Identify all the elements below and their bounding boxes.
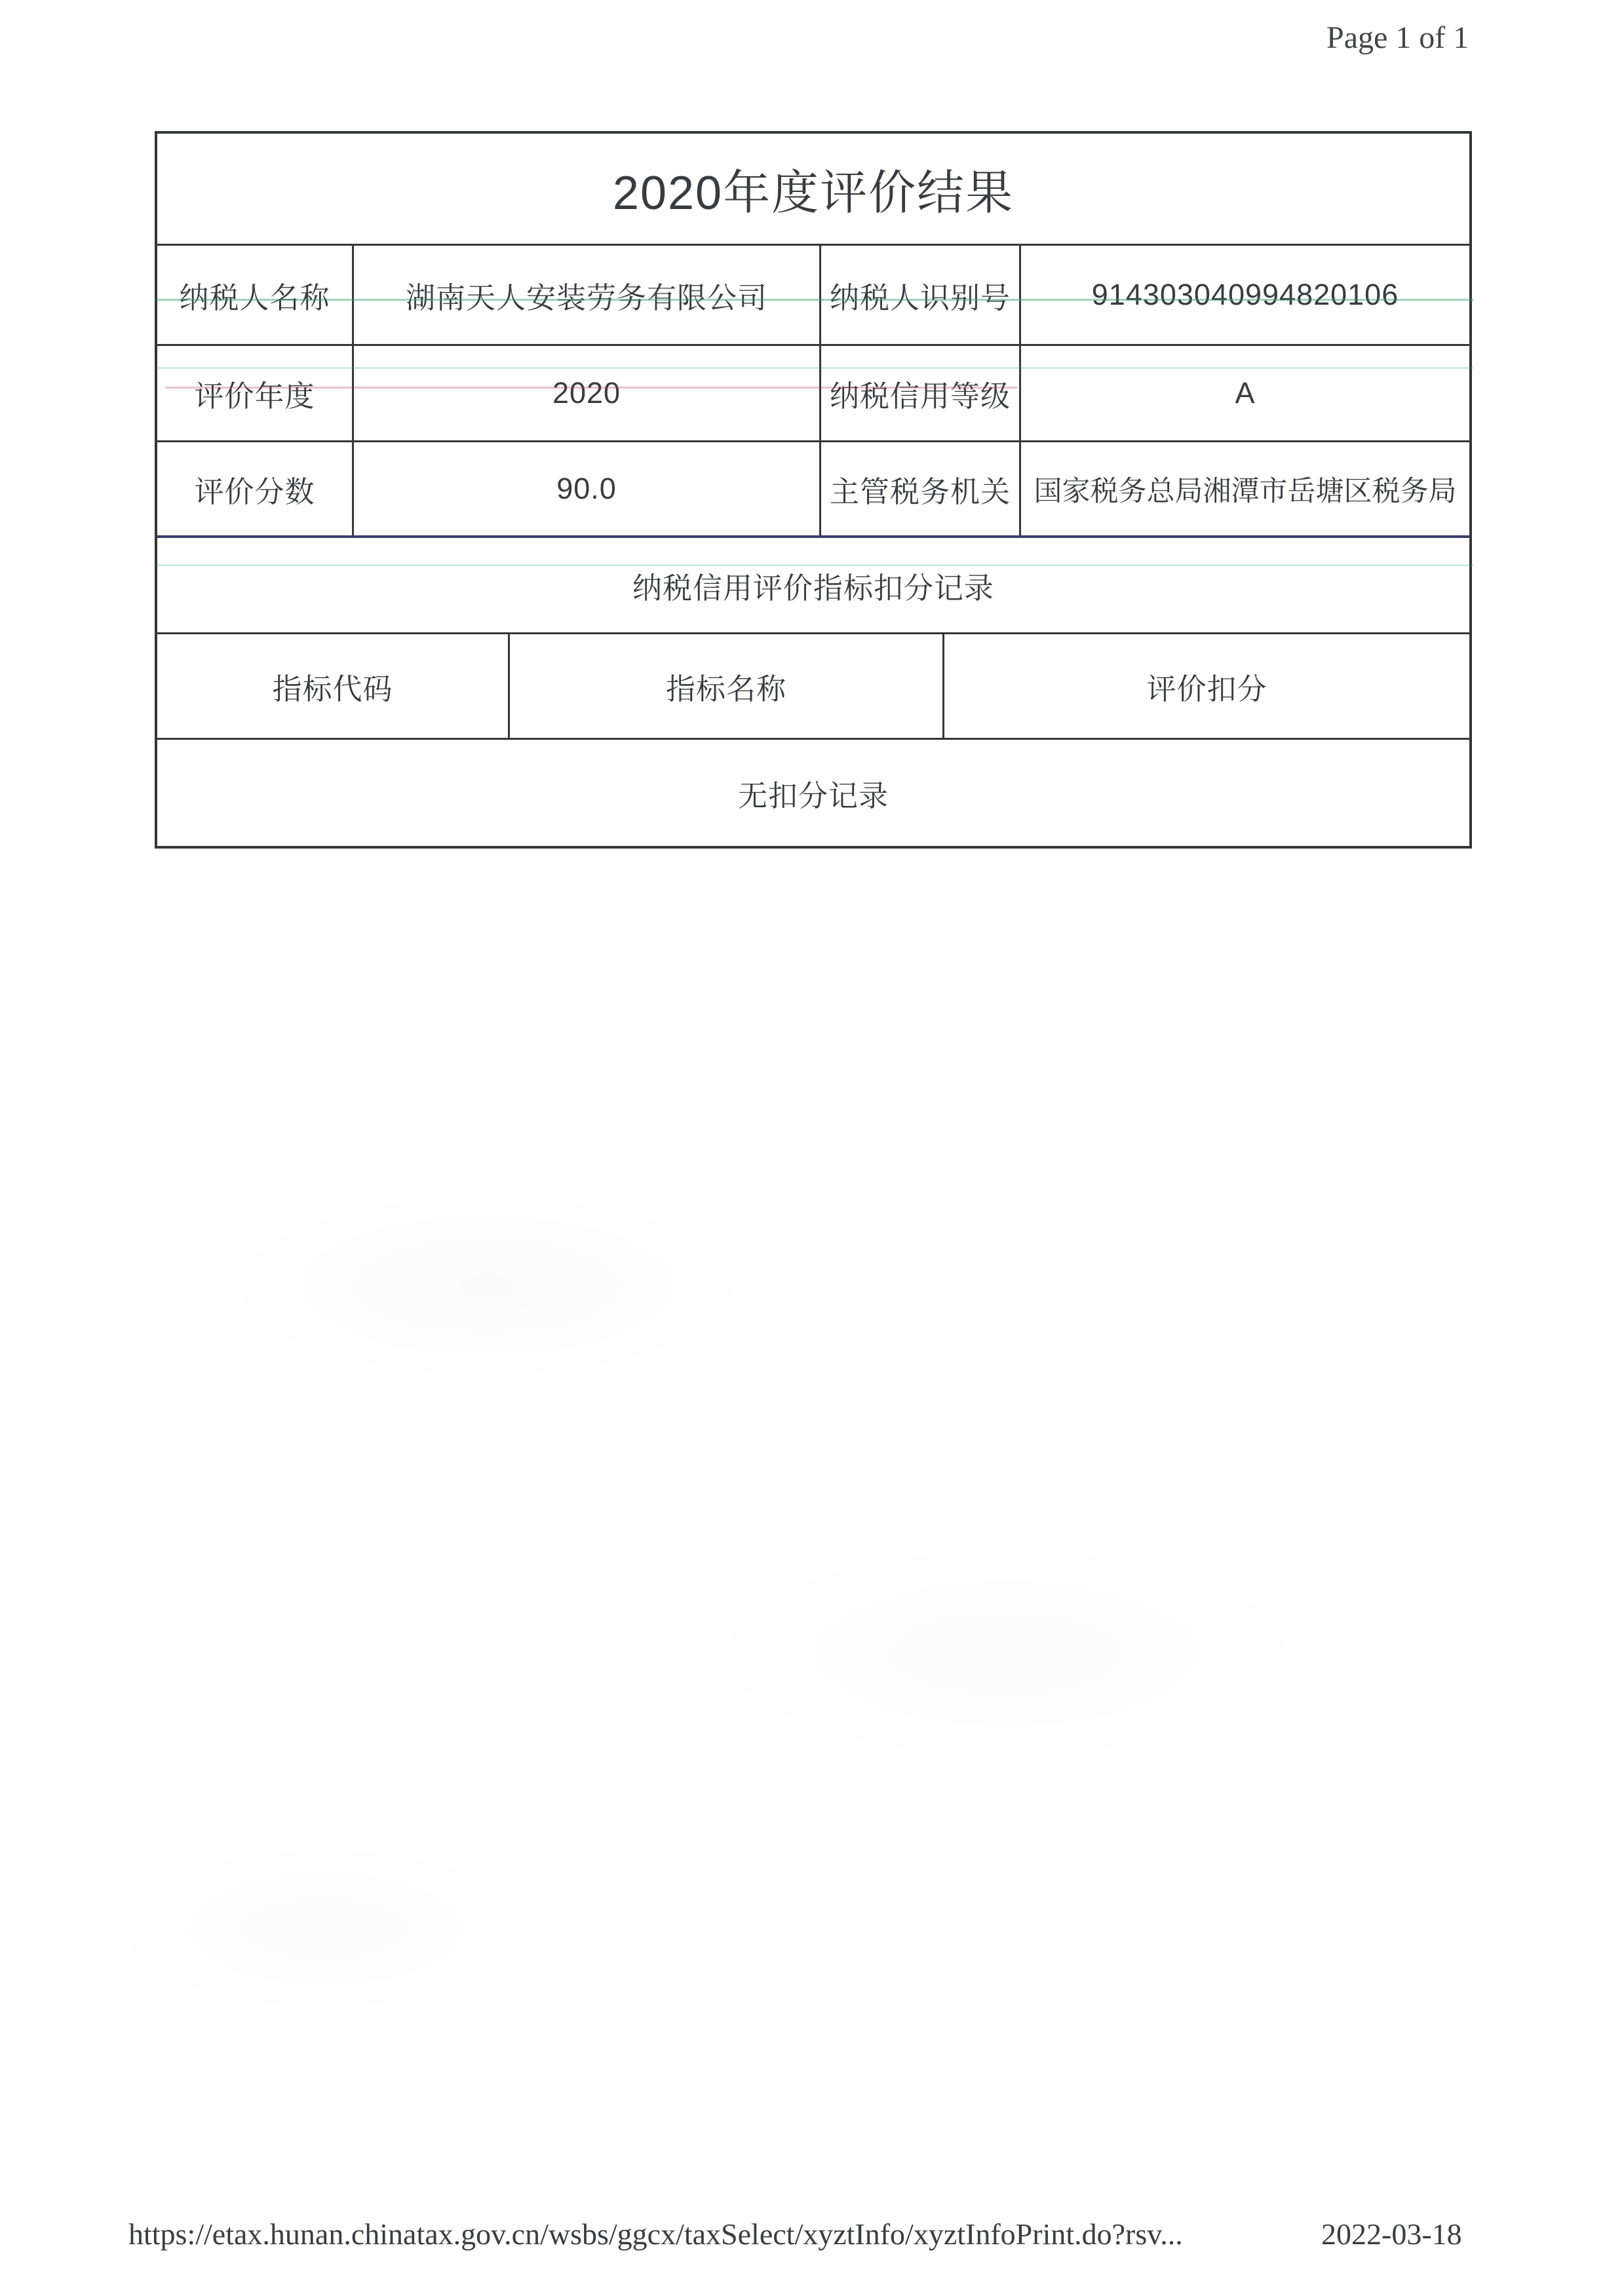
taxpayer-id-label: 纳税人识别号 <box>821 246 1021 344</box>
taxpayer-name-label: 纳税人名称 <box>157 246 354 344</box>
evaluation-year-value: 2020 <box>354 346 821 440</box>
evaluation-score-label: 评价分数 <box>157 442 354 535</box>
credit-rating-label: 纳税信用等级 <box>821 346 1021 440</box>
tax-authority-value: 国家税务总局湘潭市岳塘区税务局 <box>1034 475 1457 507</box>
column-header-indicator-code: 指标代码 <box>157 634 510 738</box>
deduction-section-header-row <box>157 538 1469 634</box>
no-deduction-record-row <box>157 740 1469 846</box>
table-row-evaluation-year <box>157 346 1469 442</box>
credit-rating-value: A <box>1235 376 1256 410</box>
table-row-evaluation-score <box>157 442 1469 538</box>
table-title-row <box>157 134 1469 246</box>
column-header-score-deduction: 评价扣分 <box>1146 672 1267 706</box>
tax-authority-label: 主管税务机关 <box>821 442 1021 535</box>
no-deduction-record-message: 无扣分记录 <box>737 778 889 813</box>
evaluation-score-value: 90.0 <box>354 442 821 535</box>
table-title: 2020年度评价结果 <box>612 167 1015 220</box>
evaluation-year-label: 评价年度 <box>157 346 354 440</box>
evaluation-result-table <box>155 131 1472 849</box>
column-header-indicator-name: 指标名称 <box>510 634 944 738</box>
footer-url: https://etax.hunan.chinatax.gov.cn/wsbs/ggcx/taxSelect/xyztInfo/xyztInfoPrint.do?rsv... <box>128 2217 1183 2251</box>
section-header-deduction-records: 纳税信用评价指标扣分记录 <box>632 571 994 605</box>
page-number: Page 1 of 1 <box>1326 20 1469 55</box>
footer-date: 2022-03-18 <box>1321 2217 1462 2251</box>
taxpayer-name-value: 湖南天人安装劳务有限公司 <box>354 246 821 344</box>
table-row-taxpayer <box>157 246 1469 346</box>
taxpayer-id-value: 914303040994820106 <box>1091 278 1399 311</box>
deduction-column-header-row <box>157 634 1469 740</box>
